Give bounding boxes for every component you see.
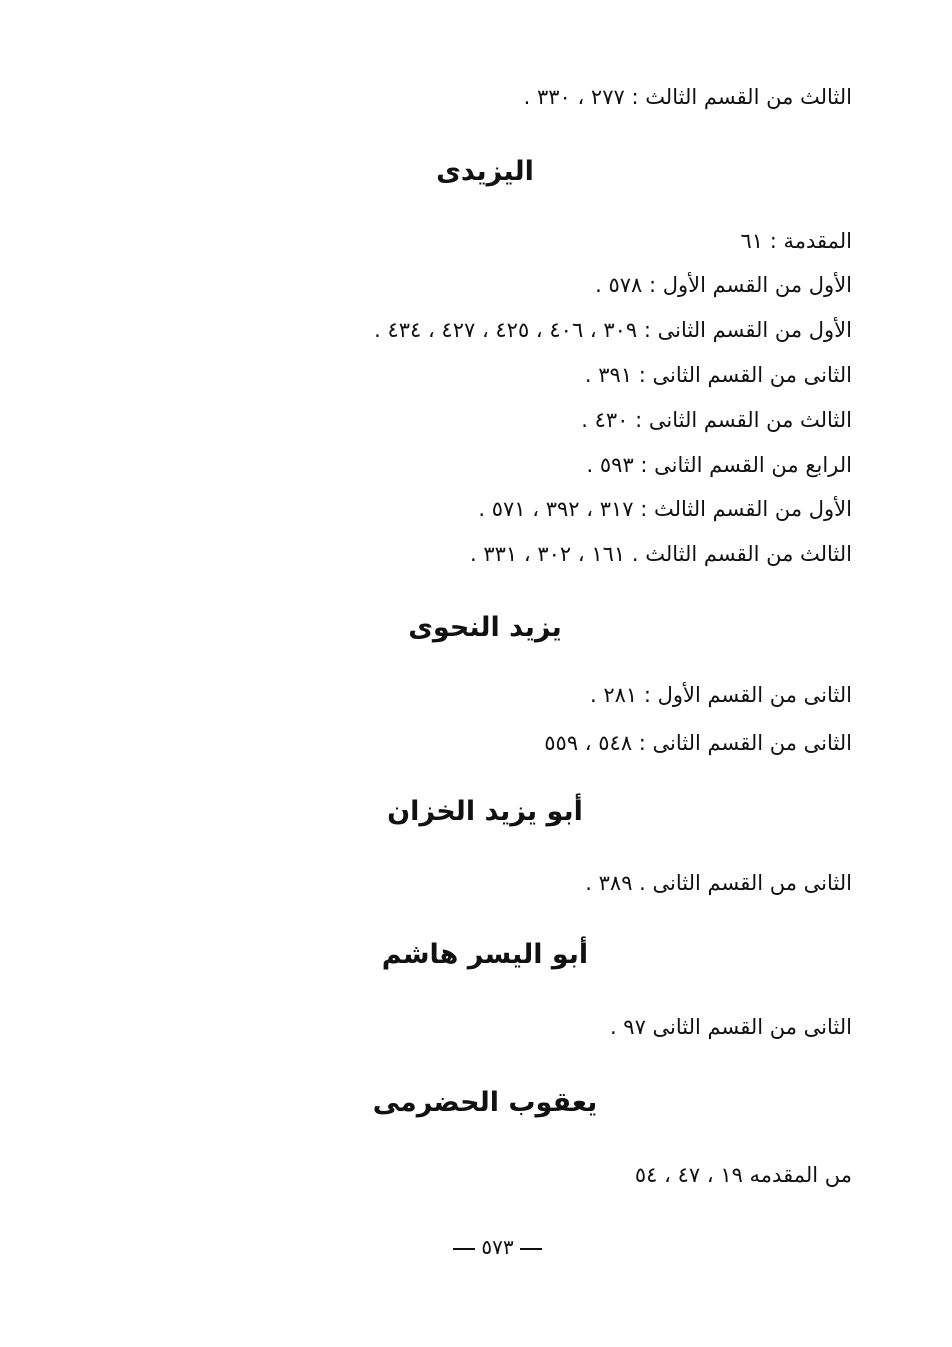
section-heading: يعقوب الحضرمى — [372, 1087, 598, 1118]
index-entry: الرابع من القسم الثانى : ٥٩٣ . — [586, 453, 852, 477]
index-entry: الثانى من القسم الثانى : ٣٩١ . — [584, 363, 852, 387]
section-heading: اليزيدى — [436, 156, 534, 187]
page-number-value: ٥٧٣ — [481, 1235, 514, 1259]
index-entry: الثانى من القسم الثانى ٩٧ . — [609, 1015, 852, 1039]
index-entry: الأول من القسم الثالث : ٣١٧ ، ٣٩٢ ، ٥٧١ . — [478, 497, 852, 521]
index-entry: الثانى من القسم الأول : ٢٨١ . — [590, 683, 852, 707]
section-heading: أبو يزيد الخزان — [387, 796, 583, 827]
index-entry: المقدمة : ٦١ — [740, 229, 852, 253]
index-entry: الأول من القسم الثانى : ٣٠٩ ، ٤٠٦ ، ٤٢٥ ، ٤٢٧ ، ٤٣٤ . — [374, 318, 852, 342]
index-entry: الثالث من القسم الثالث : ٢٧٧ ، ٣٣٠ . — [523, 85, 852, 109]
page-number — [0, 1232, 952, 1262]
section-heading: يزيد النحوى — [408, 612, 562, 643]
index-entry: مں المقدمه ١٩ ، ٤٧ ، ٥٤ — [634, 1163, 852, 1187]
index-entry: الثانى مں القسم الثانى . ٣٨٩ . — [585, 871, 852, 895]
index-entry: الأول من القسم الأول : ٥٧٨ . — [595, 273, 852, 297]
index-entry: الثانى من القسم الثانى : ٥٤٨ ، ٥٥٩ — [544, 731, 852, 755]
index-entry: الثالث من القسم الثانى : ٤٣٠ . — [581, 408, 852, 432]
section-heading: أبو اليسر هاشم — [381, 939, 589, 970]
index-entry: الثالث من القسم الثالث . ١٦١ ، ٣٠٢ ، ٣٣١ . — [470, 542, 852, 566]
page-number-dash — [520, 1248, 542, 1250]
page-number-dash — [453, 1248, 475, 1250]
